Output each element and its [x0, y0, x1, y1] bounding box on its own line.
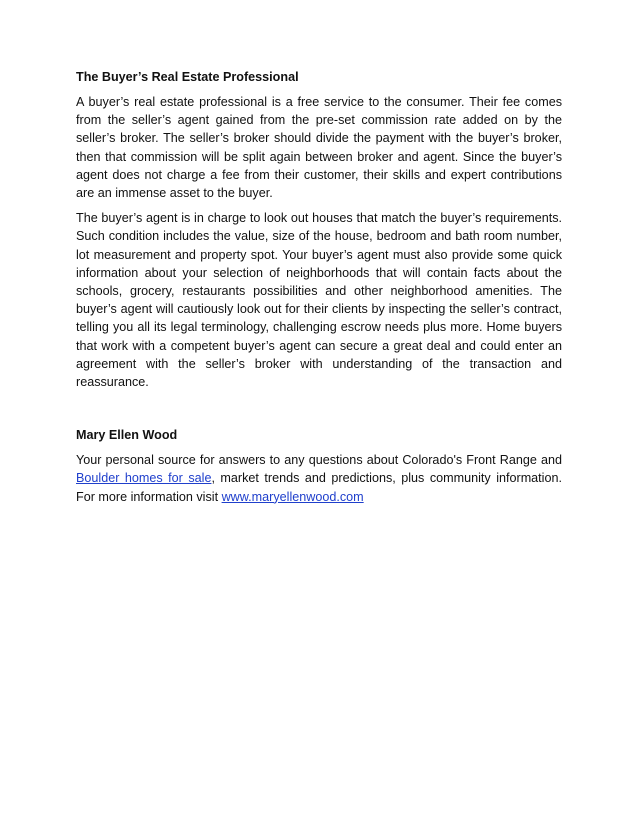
contact-text-start: Your personal source for answers to any questions about Colorado's Front Range and: [76, 453, 562, 468]
boulder-homes-link[interactable]: Boulder homes for sale: [76, 471, 212, 486]
paragraph-contact: [76, 451, 562, 506]
website-link[interactable]: www.maryellenwood.com: [221, 489, 364, 504]
section-spacer: [76, 398, 562, 426]
section-title-author: Mary Ellen Wood: [76, 428, 178, 443]
paragraph-agent-duties: The buyer’s agent is in charge to look out houses that match the buyer’s requirements. Such condition includes the value, size of the house, bedroom and bath room number, lot measurement and property spot. Your buyer’s agent must also provide some quick information about your selection of neighborhoods that will contain facts about the schools, grocery, restaurants possibilities and other neighborhood amenities. The buyer’s agent will cautiously look out for their clients by inspecting the seller’s contract, telling you all its legal terminology, challenging escrow needs plus more. Home buyers that work with a competent buyer’s agent can secure a great deal and could enter an agreement with the seller’s broker with understanding of the transaction and reassurance.: [76, 211, 562, 390]
document-page: [76, 68, 562, 506]
section-title-buyers-professional: The Buyer’s Real Estate Professional: [76, 70, 299, 84]
paragraph-fee: A buyer’s real estate professional is a free service to the consumer. Their fee comes from the seller’s agent gained from the pre-set commission rate added on by the seller’s broker. The seller’s broker should divide the payment with the buyer’s broker, then that commission will be split again between broker and agent. Since the buyer’s agent does not charge a fee from their customer, their skills and expert contributions are an immense asset to the buyer.: [76, 95, 562, 201]
contact-text-middle: , market trends and predictions, plus community information. For more information visit: [76, 471, 562, 504]
